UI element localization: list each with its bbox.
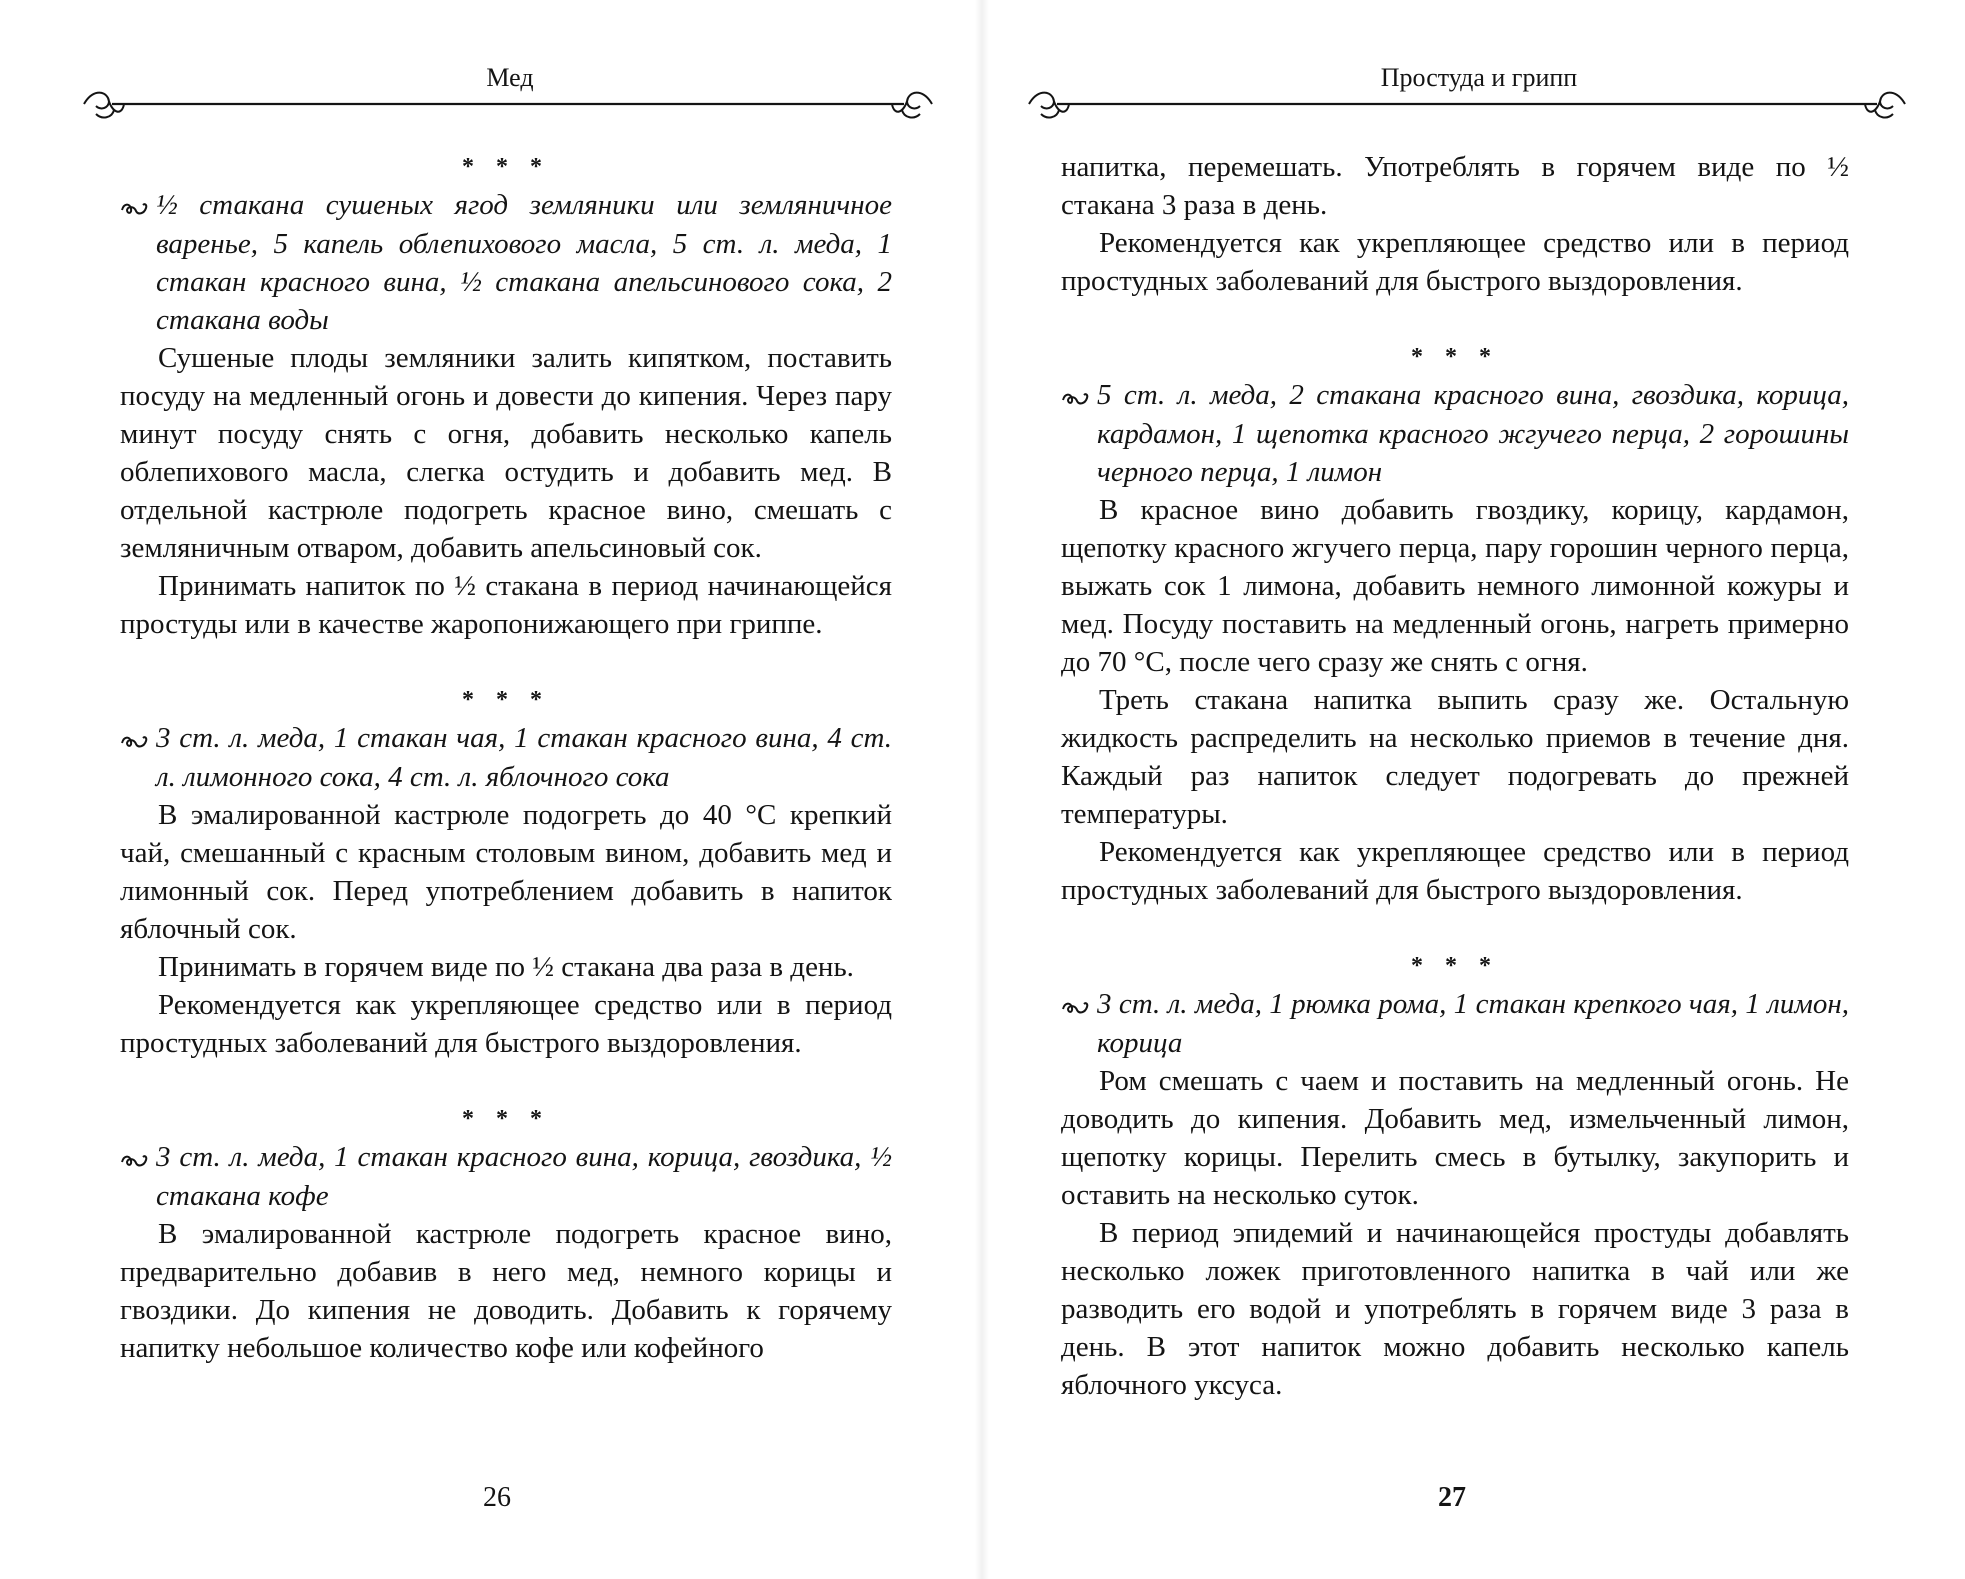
ingredient-list xyxy=(120,186,892,339)
paragraph: Треть стакана напитка выпить сразу же. Остальную жидкость распределить на несколько приемов в течение дня. Каждый раз напиток следует подогревать до прежней температуры. xyxy=(1061,684,1849,830)
section-divider: * * * xyxy=(462,687,550,713)
flourish-rule-icon xyxy=(82,84,934,124)
ingredient-list xyxy=(120,719,892,796)
ingredient-text: 3 ст. л. меда, 1 стакан чая, 1 стакан красного вина, 4 ст. л. лимонного сока, 4 ст. л. яблочного сока xyxy=(156,722,892,793)
book-gutter xyxy=(975,0,989,1579)
section-divider: * * * xyxy=(462,1106,550,1132)
section-gap xyxy=(1061,909,1849,947)
paragraph: В красное вино добавить гвоздику, корицу, кардамон, щепотку красного жгучего перца, пару горошин черного перца, выжать сок 1 лимона, добавить немного лимонной кожуры и мед. Посуду поставить на медленный огонь, нагреть примерно до 70 °С, после чего сразу же снять с огня. xyxy=(1061,494,1849,678)
paragraph: Ром смешать с чаем и поставить на медленный огонь. Не доводить до кипения. Добавить мед, измельченный лимон, щепотку корицы. Перелить смесь в бутылку, закупорить и оставить на несколько суток. xyxy=(1061,1065,1849,1211)
continued-paragraph: напитка, перемешать. Употреблять в горячем виде по ½ стакана 3 раза в день. xyxy=(1061,151,1849,221)
ingredient-text: 3 ст. л. меда, 1 стакан красного вина, корица, гвоздика, ½ стакана кофе xyxy=(156,1141,892,1212)
page-number-right: 27 xyxy=(1438,1482,1466,1513)
paragraph: Принимать напиток по ½ стакана в период начинающейся простуды или в качестве жаропонижающего при гриппе. xyxy=(120,570,892,640)
ornamental-rule-right xyxy=(1027,84,1907,124)
paragraph: Рекомендуется как укрепляющее средство или в период простудных заболеваний для быстрого выздоровления. xyxy=(1061,836,1849,906)
section-gap xyxy=(1061,300,1849,338)
swash-bullet-icon xyxy=(120,1139,156,1177)
section-gap xyxy=(120,1062,892,1100)
swash-bullet-icon xyxy=(1061,377,1097,415)
section-divider: * * * xyxy=(1411,953,1499,979)
section-gap xyxy=(120,643,892,681)
swash-bullet-icon xyxy=(120,187,156,225)
ingredient-list xyxy=(1061,985,1849,1062)
swash-bullet-icon xyxy=(120,720,156,758)
section-divider: * * * xyxy=(1411,344,1499,370)
page-number-left: 26 xyxy=(483,1482,511,1513)
paragraph: Сушеные плоды земляники залить кипятком, поставить посуду на медленный огонь и довести до кипения. Через пару минут посуду снять с огня, добавить несколько капель облепихового масла, слегка остудить и добавить мед. В отдельной кастрюле подогреть красное вино, смешать с земляничным отваром, добавить апельсиновый сок. xyxy=(120,342,892,564)
right-page xyxy=(989,0,1965,1579)
ingredient-list xyxy=(1061,376,1849,491)
running-head-left: Мед xyxy=(486,63,534,92)
ingredient-text: 5 ст. л. меда, 2 стакана красного вина, гвоздика, корица, кардамон, 1 щепотка красного жгучего перца, 2 горошины черного перца, 1 лимон xyxy=(1097,379,1849,488)
paragraph: В период эпидемий и начинающейся простуды добавлять несколько ложек приготовленного напитка в чай или же разводить его водой и употреблять в горячем виде 3 раза в день. В этот напиток можно добавить несколько капель яблочного уксуса. xyxy=(1061,1217,1849,1401)
left-page xyxy=(0,0,975,1579)
running-head-right: Простуда и грипп xyxy=(1380,63,1578,92)
ingredient-text: ½ стакана сушеных ягод земляники или земляничное варенье, 5 капель облепихового масла, 5 ст. л. меда, 1 стакан красного вина, ½ стакана апельсинового сока, 2 стакана воды xyxy=(156,189,892,336)
paragraph: Рекомендуется как укрепляющее средство или в период простудных заболеваний для быстрого выздоровления. xyxy=(120,989,892,1059)
right-page-text xyxy=(1061,148,1849,1404)
paragraph: В эмалированной кастрюле подогреть до 40 °С крепкий чай, смешанный с красным столовым вином, добавить мед и лимонный сок. Перед употреблением добавить в напиток яблочный сок. xyxy=(120,799,892,945)
ornamental-rule-left xyxy=(82,84,934,124)
left-page-text xyxy=(120,148,892,1367)
ingredient-list xyxy=(120,1138,892,1215)
paragraph: В эмалированной кастрюле подогреть красное вино, предварительно добавив в него мед, немного корицы и гвоздики. До кипения не доводить. Добавить к горячему напитку небольшое количество кофе или кофейного xyxy=(120,1218,892,1364)
flourish-rule-icon xyxy=(1027,84,1907,124)
paragraph: Рекомендуется как укрепляющее средство или в период простудных заболеваний для быстрого выздоровления. xyxy=(1061,227,1849,297)
swash-bullet-icon xyxy=(1061,986,1097,1024)
section-divider: * * * xyxy=(462,154,550,180)
ingredient-text: 3 ст. л. меда, 1 рюмка рома, 1 стакан крепкого чая, 1 лимон, корица xyxy=(1097,988,1849,1059)
paragraph: Принимать в горячем виде по ½ стакана два раза в день. xyxy=(158,951,854,983)
